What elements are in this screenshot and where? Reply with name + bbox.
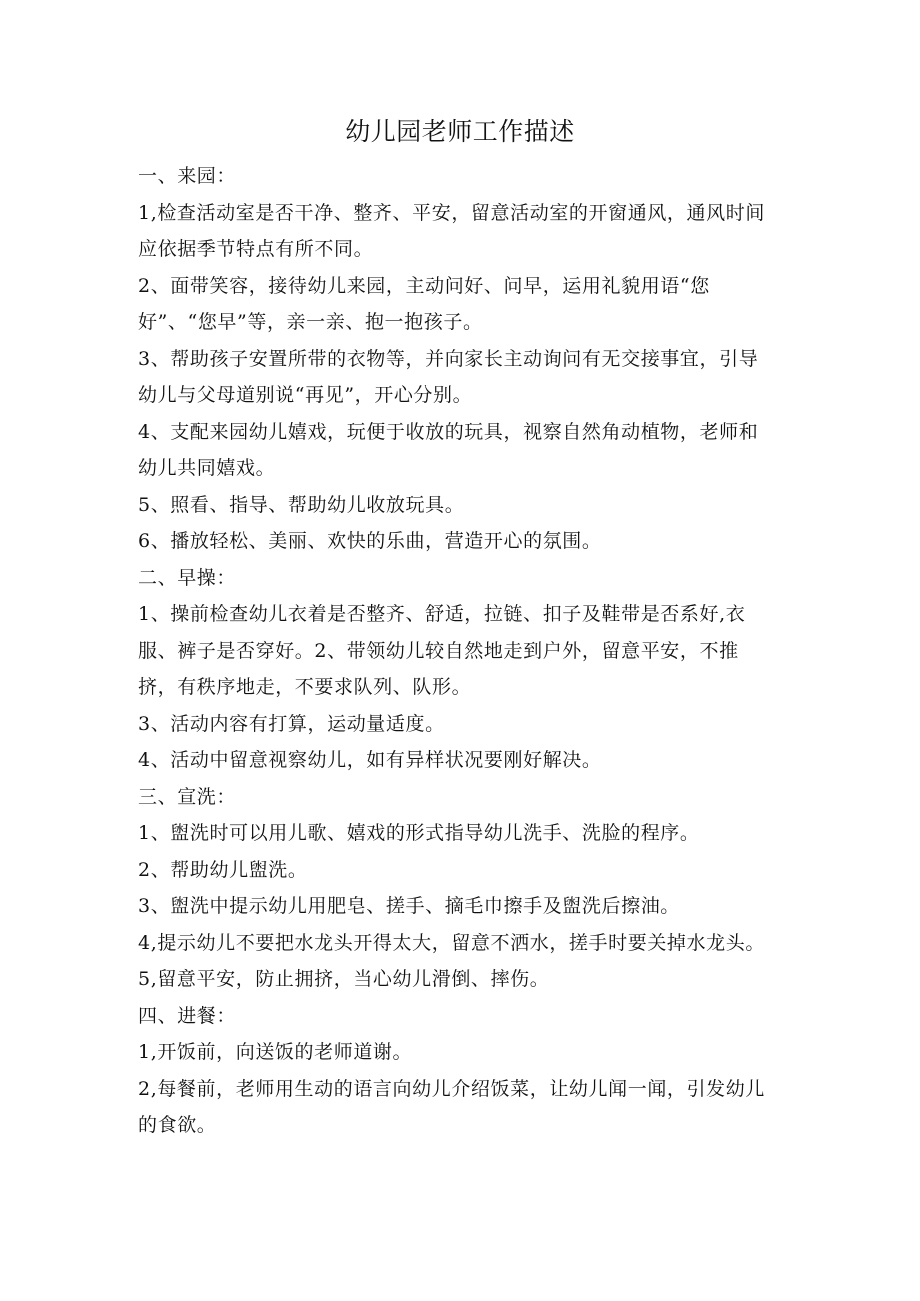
text-line: 应依据季节特点有所不同。 [138,238,374,260]
text-line: 2、帮助幼儿盥洗。 [138,858,308,881]
text-line: 好”、“您早”等，亲一亲、抱一抱孩子。 [138,311,483,333]
text-line: 2、面带笑容，接待幼儿来园，主动问好、问早，运用礼貌用语“您 [138,274,710,297]
section-heading-meals: 四、进餐： [138,1004,237,1027]
section-heading-washing: 三、宣洗： [138,785,237,808]
text-line: 5,留意平安，防止拥挤，当心幼儿滑倒、摔伤。 [138,968,550,990]
text-line: 的食欲。 [138,1114,217,1136]
text-line: 5、照看、指导、帮助幼儿收放玩具。 [138,493,465,516]
text-line: 挤，有秩序地走，不要求队列、队形。 [138,676,472,698]
text-line: 3、盥洗中提示幼儿用肥皂、搓手、摘毛巾擦手及盥洗后擦油。 [138,895,680,917]
section-heading-arrival: 一、来园： [138,165,237,187]
section-heading-morning-exercise: 二、早操： [138,566,237,589]
text-line: 3、帮助孩子安置所带的衣物等，并向家长主动询问有无交接事宜，引导 [138,347,759,370]
text-line: 服、裤子是否穿好。2、带领幼儿较自然地走到户外，留意平安，不推 [138,639,739,662]
text-line: 幼儿与父母道别说“再见”，开心分别。 [138,384,473,406]
text-line: 幼儿共同嬉戏。 [138,457,276,479]
page-title: 幼儿园老师工作描述 [345,117,575,146]
text-line: 1,检查活动室是否干净、整齐、平安，留意活动室的开窗通风，通风时间 [138,201,765,224]
text-line: 4、活动中留意视察幼儿，如有异样状况要刚好解决。 [138,749,602,771]
text-line: 6、播放轻松、美丽、欢快的乐曲，营造开心的氛围。 [138,530,602,552]
text-line: 1、操前检查幼儿衣着是否整齐、舒适，拉链、扣子及鞋带是否系好,衣 [138,603,746,625]
document-body [138,158,788,1144]
text-line: 3、活动内容有打算，运动量适度。 [138,712,445,735]
text-line: 4、支配来园幼儿嬉戏，玩便于收放的玩具，视察自然角动植物，老师和 [138,420,759,443]
text-line: 1、盥洗时可以用儿歌、嬉戏的形式指导幼儿洗手、洗脸的程序。 [138,822,700,844]
text-line: 1,开饭前，向送饭的老师道谢。 [138,1041,413,1063]
text-line: 2,每餐前，老师用生动的语言向幼儿介绍饭菜，让幼儿闻一闻，引发幼儿 [138,1077,765,1100]
text-line: 4,提示幼儿不要把水龙头开得太大，留意不洒水，搓手时要关掉水龙头。 [138,931,765,954]
